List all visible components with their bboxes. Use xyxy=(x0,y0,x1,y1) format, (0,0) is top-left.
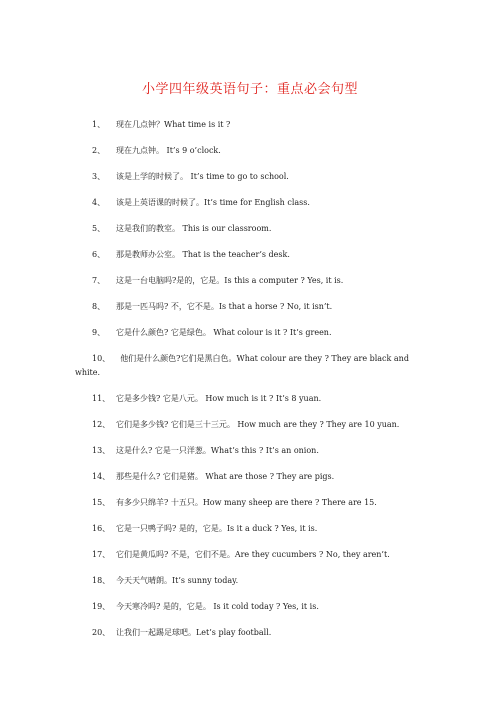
list-item xyxy=(0,320,500,346)
list-item xyxy=(0,438,500,464)
item-number: 7、 xyxy=(92,276,106,285)
list-item xyxy=(0,352,500,380)
item-number: 9、 xyxy=(92,328,106,337)
item-text: 那是一匹马吗? 不，它不是。Is that a horse ? No, it isn’t. xyxy=(116,302,333,311)
item-text-continuation: white. xyxy=(75,368,101,377)
list-item xyxy=(0,594,500,620)
item-text: 那些是什么? 它们是猪。 What are those ? They are pigs. xyxy=(116,472,335,481)
item-number: 3、 xyxy=(92,172,106,181)
item-number: 5、 xyxy=(92,224,106,233)
item-number: 15、 xyxy=(92,498,111,507)
item-text: 该是上英语课的时候了。It’s time for English class. xyxy=(116,198,310,207)
item-number: 4、 xyxy=(92,198,106,207)
item-text: 它是一只鸭子吗? 是的，它是。Is it a duck ? Yes, it is. xyxy=(116,524,318,533)
item-number: 18、 xyxy=(92,576,111,585)
list-item xyxy=(0,464,500,490)
item-number: 12、 xyxy=(92,420,111,429)
list-item xyxy=(0,412,500,438)
list-item xyxy=(0,138,500,164)
item-text: 该是上学的时候了。 It’s time to go to school. xyxy=(116,172,289,181)
item-text: 今天寒冷吗? 是的，它是。 Is it cold today ? Yes, it is. xyxy=(116,602,319,611)
list-item xyxy=(0,516,500,542)
list-item xyxy=(0,620,500,646)
item-number: 13、 xyxy=(92,446,111,455)
item-number: 11、 xyxy=(92,394,111,403)
list-item xyxy=(0,190,500,216)
list-item xyxy=(0,542,500,568)
item-text: 现在九点钟。 It’s 9 o’clock. xyxy=(116,146,221,155)
list-item xyxy=(0,490,500,516)
item-text: 有多少只绵羊? 十五只。How many sheep are there ? There are 15. xyxy=(116,498,377,507)
item-text: 今天天气晴朗。It’s sunny today. xyxy=(116,576,239,585)
item-number: 8、 xyxy=(92,302,106,311)
list-item xyxy=(0,294,500,320)
item-number: 1、 xyxy=(92,120,106,129)
item-text: 它是多少钱? 它是八元。 How much is it ? It’s 8 yuan. xyxy=(116,394,322,403)
list-item xyxy=(0,112,500,138)
item-text: 现在几点钟？What time is it ? xyxy=(116,120,231,129)
item-number: 14、 xyxy=(92,472,111,481)
item-number: 20、 xyxy=(92,628,111,637)
item-number: 2、 xyxy=(92,146,106,155)
list-item xyxy=(0,568,500,594)
item-text: 它们是黄瓜吗? 不是，它们不是。Are they cucumbers ? No, they aren’t. xyxy=(116,550,390,559)
item-number: 19、 xyxy=(92,602,111,611)
sentence-list xyxy=(0,112,500,646)
item-text: 这是什么? 它是一只洋葱。What’s this ? It’s an onion. xyxy=(116,446,319,455)
item-text: 他们是什么颜色?它们是黑白色。What colour are they ? They are black and xyxy=(120,354,409,363)
list-item xyxy=(0,242,500,268)
list-item xyxy=(0,268,500,294)
item-text: 它们是多少钱? 它们是三十三元。 How much are they ? They are 10 yuan. xyxy=(116,420,400,429)
item-text: 那是教师办公室。 That is the teacher’s desk. xyxy=(116,250,290,259)
list-item xyxy=(0,216,500,242)
list-item xyxy=(0,164,500,190)
item-number: 6、 xyxy=(92,250,106,259)
item-text: 这是我们的教室。 This is our classroom. xyxy=(116,224,272,233)
item-number: 17、 xyxy=(92,550,111,559)
item-text: 这是一台电脑吗?是的，它是。Is this a computer ? Yes, it is. xyxy=(116,276,344,285)
list-item xyxy=(0,386,500,412)
item-text: 它是什么颜色? 它是绿色。 What colour is it ? It’s green. xyxy=(116,328,332,337)
item-number: 10、 xyxy=(92,354,111,363)
item-number: 16、 xyxy=(92,524,111,533)
document-title: 小学四年级英语句子：重点必会句型 xyxy=(141,82,358,97)
item-text: 让我们一起踢足球吧。Let’s play football. xyxy=(116,628,272,637)
